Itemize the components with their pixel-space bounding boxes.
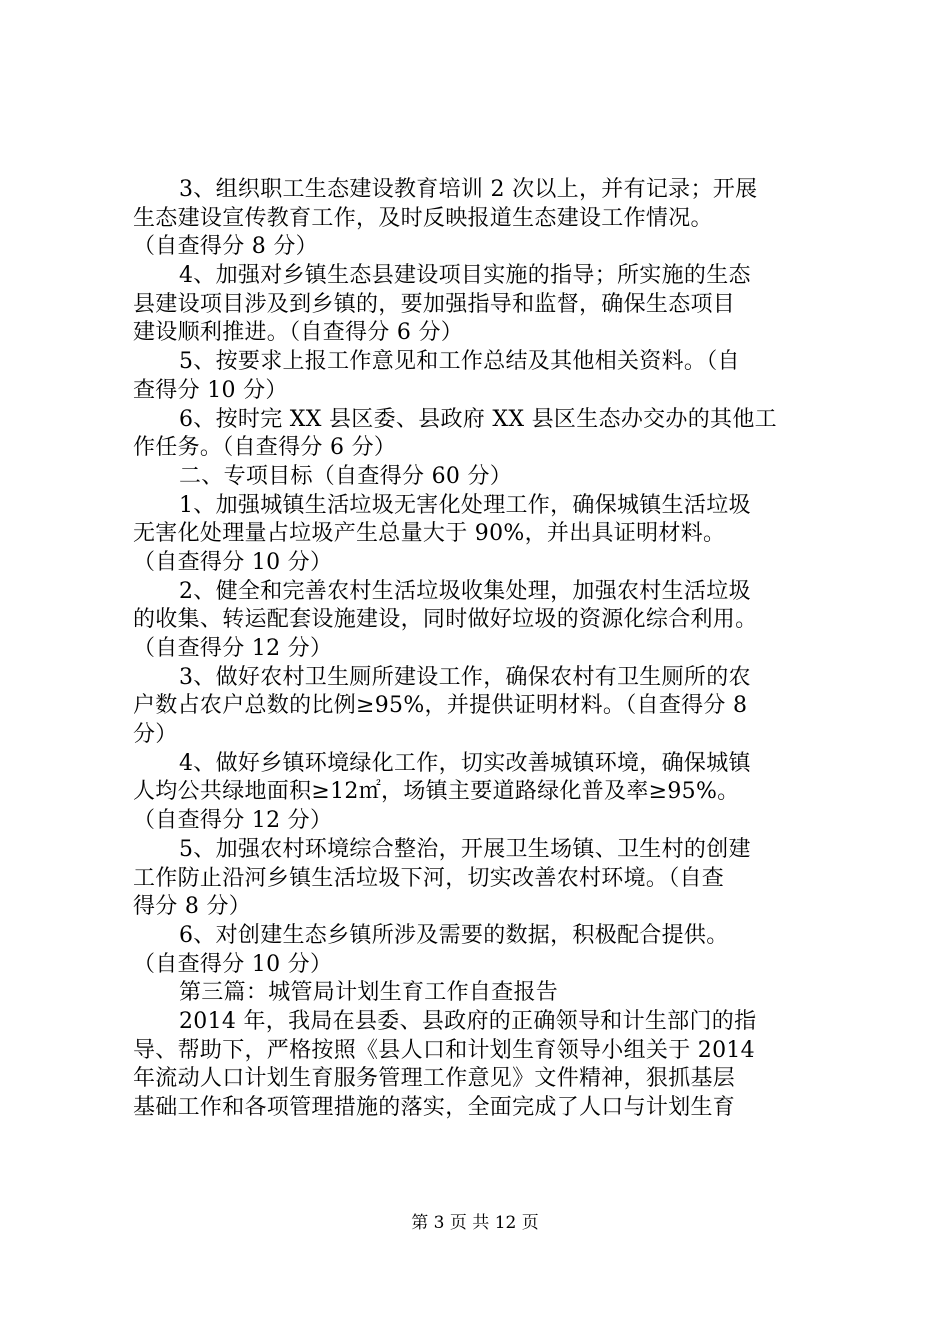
text-line: 1、加强城镇生活垃圾无害化处理工作，确保城镇生活垃圾 [179,492,751,518]
text-line: 年流动人口计划生育服务管理工作意见》文件精神，狠抓基层 [133,1066,736,1092]
text-line: 3、做好农村卫生厕所建设工作，确保农村有卫生厕所的农 [179,664,751,690]
text-line: 人均公共绿地面积≥12㎡，场镇主要道路绿化普及率≥95%。 [133,779,740,805]
text-line: 查得分 10 分） [133,377,288,403]
text-line: 建设顺利推进。（自查得分 6 分） [133,320,464,346]
text-line: 分） [133,722,178,748]
text-line: 得分 8 分） [133,894,252,920]
text-line: 2、健全和完善农村生活垃圾收集处理，加强农村生活垃圾 [179,578,751,604]
text-line: （自查得分 10 分） [133,951,333,977]
body-text [133,176,833,1123]
text-line: （自查得分 10 分） [133,549,333,575]
text-line: 5、加强农村环境综合整治，开展卫生场镇、卫生村的创建 [179,836,751,862]
page-footer: 第 3 页 共 12 页 [411,1213,539,1233]
text-line: 6、按时完 XX 县区委、县政府 XX 县区生态办交办的其他工 [179,406,777,432]
text-line: 县建设项目涉及到乡镇的，要加强指导和监督，确保生态项目 [133,291,736,317]
text-line: （自查得分 8 分） [133,234,318,260]
text-line: （自查得分 12 分） [133,636,333,661]
text-line: 无害化处理量占垃圾产生总量大于 90%，并出具证明材料。 [133,521,726,547]
text-line: 工作防止沿河乡镇生活垃圾下河，切实改善农村环境。（自查 [133,865,725,891]
text-line: 作任务。（自查得分 6 分） [133,435,397,461]
text-line: 生态建设宣传教育工作，及时反映报道生态建设工作情况。 [133,205,713,231]
text-line: 4、做好乡镇环境绿化工作，切实改善城镇环境，确保城镇 [179,750,751,776]
text-line: 二、专项目标（自查得分 60 分） [179,463,513,489]
text-line: （自查得分 12 分） [133,808,333,834]
text-line: 6、对创建生态乡镇所涉及需要的数据，积极配合提供。 [179,922,729,948]
text-line: 导、帮助下，严格按照《县人口和计划生育领导小组关于 2014 [133,1037,755,1063]
text-line: 第三篇：城管局计划生育工作自查报告 [179,980,559,1006]
text-line: 的收集、转运配套设施建设，同时做好垃圾的资源化综合利用。 [133,607,758,633]
text-line: 3、组织职工生态建设教育培训 2 次以上，并有记录；开展 [179,177,758,202]
text-line: 基础工作和各项管理措施的落实，全面完成了人口与计划生育 [133,1095,736,1120]
text-line: 5、按要求上报工作意见和工作总结及其他相关资料。（自 [179,349,740,375]
text-line: 4、加强对乡镇生态县建设项目实施的指导；所实施的生态 [179,263,751,289]
text-line: 户数占农户总数的比例≥95%，并提供证明材料。（自查得分 8 [133,693,748,719]
text-line: 2014 年，我局在县委、县政府的正确领导和计生部门的指 [179,1008,757,1034]
